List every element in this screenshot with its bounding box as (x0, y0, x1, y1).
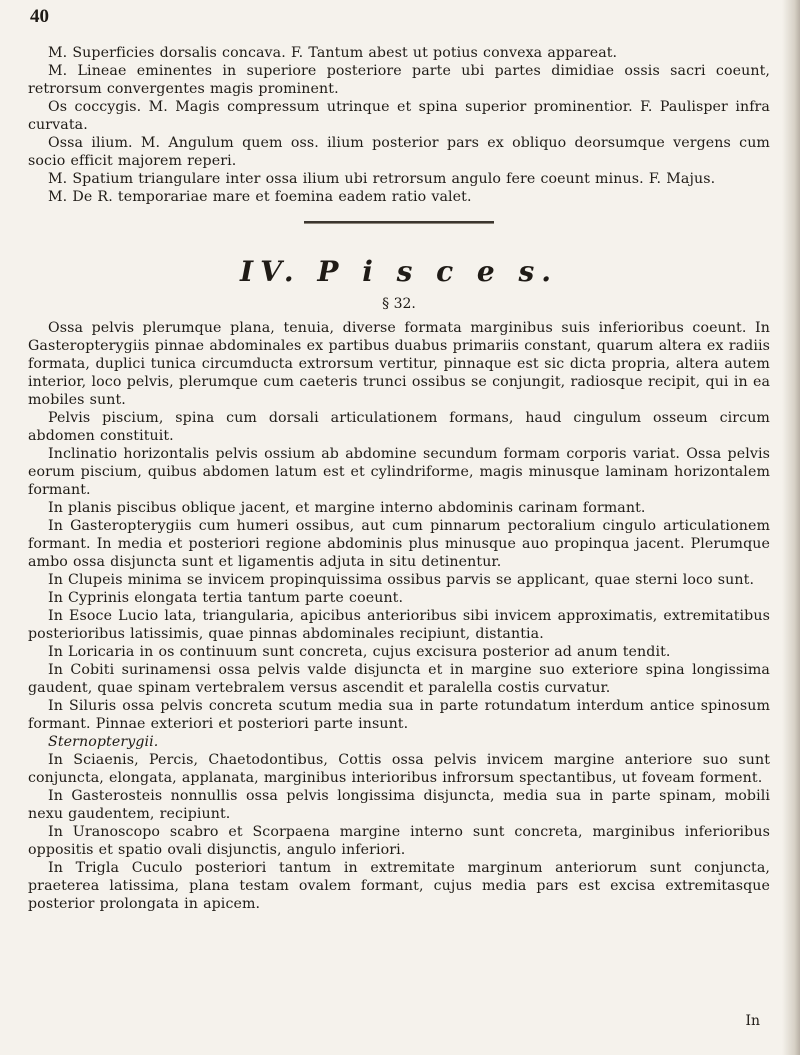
paragraph-3: Os coccygis. M. Magis compressum utrinque et spina superior prominentior. F. Paulisper infra curvata. (28, 99, 770, 133)
body-paragraph-9: In Loricaria in os continuum sunt concreta, cujus excisura posterior ad anum tendit. (48, 644, 671, 660)
body-paragraph-5: In Gasteropterygiis cum humeri ossibus, aut cum pinnarum pectoralium cingulo articulationem formant. In media et posteriori regione abdominis plus minusque auo propinqua jacent. Plerumque ambo ossa disjuncta sunt et ligamentis adjuta in situ detinentur. (28, 518, 770, 570)
body-paragraph-4: In planis piscibus oblique jacent, et margine interno abdominis carinam formant. (48, 500, 646, 516)
body-text-block (28, 319, 770, 913)
body-paragraph-12: Sternopterygii. (48, 734, 159, 750)
body-paragraph-10: In Cobiti surinamensi ossa pelvis valde disjuncta et in margine suo exteriore spina longissima gaudent, quae spinam vertebralem versus ascendit et paralella costis curvatur. (28, 662, 770, 696)
paragraph-5: M. Spatium triangulare inter ossa ilium ubi retrorsum angulo fere coeunt minus. F. Majus. (48, 171, 716, 187)
body-paragraph-14: In Gasterosteis nonnullis ossa pelvis longissima disjuncta, media sua in parte spinam, mobili nexu gaudentem, recipiunt. (28, 788, 770, 822)
top-text-block (28, 44, 770, 206)
section-divider (304, 221, 494, 223)
section-title: IV. P i s c e s. (240, 255, 558, 288)
body-paragraph-11: In Siluris ossa pelvis concreta scutum media sua in parte rotundatum interdum antice spinosum formant. Pinnae exteriori et posteriori parte insunt. (28, 698, 770, 732)
page-edge-shadow (782, 0, 800, 1055)
catchword: In (745, 1013, 760, 1029)
paragraph-2: M. Lineae eminentes in superiore posteriore parte ubi partes dimidiae ossis sacri coeunt, retrorsum convergentes magis prominent. (28, 63, 770, 97)
body-paragraph-7: In Cyprinis elongata tertia tantum parte coeunt. (48, 590, 404, 606)
section-number: § 32. (382, 296, 416, 312)
paragraph-1: M. Superficies dorsalis concava. F. Tantum abest ut potius convexa appareat. (48, 45, 618, 61)
body-paragraph-16: In Trigla Cuculo posteriori tantum in extremitate marginum anteriorum sunt conjuncta, praeterea latissima, plana testam ovalem formant, cujus media pars est excisa extremitasque posterior prolongata in apicem. (28, 860, 770, 912)
body-paragraph-6: In Clupeis minima se invicem propinquissima ossibus parvis se applicant, quae sterni loco sunt. (48, 572, 755, 588)
page-number: 40 (30, 6, 49, 27)
body-paragraph-3: Inclinatio horizontalis pelvis ossium ab abdomine secundum formam corporis variat. Ossa pelvis eorum piscium, quibus abdomen latum est et cylindriforme, magis minusque laminam horizontalem formant. (28, 446, 770, 498)
body-paragraph-1: Ossa pelvis plerumque plana, tenuia, diverse formata marginibus suis inferioribus coeunt. In Gasteropterygiis pinnae abdominales ex partibus duabus primariis constant, quarum altera ex radiis formata, duplici tunica circumducta extrorsum vertitur, pinnaque est sic dicta propria, altera autem interior, loco pelvis, plerumque cum caeteris trunci ossibus se conjungit, radiosque recipit, qui in ea mobiles sunt. (28, 320, 770, 408)
paragraph-4: Ossa ilium. M. Angulum quem oss. ilium posterior pars ex obliquo deorsumque vergens cum socio efficit majorem reperi. (28, 135, 770, 169)
body-paragraph-2: Pelvis piscium, spina cum dorsali articulationem formans, haud cingulum osseum circum abdomen constituit. (28, 410, 770, 444)
body-paragraph-13: In Sciaenis, Percis, Chaetodontibus, Cottis ossa pelvis invicem margine anteriore suo sunt conjuncta, elongata, applanata, marginibus interioribus infrorsum spectantibus, ut foveam forment. (28, 752, 770, 786)
paragraph-6: M. De R. temporariae mare et foemina eadem ratio valet. (48, 189, 472, 205)
body-paragraph-15: In Uranoscopo scabro et Scorpaena margine interno sunt concreta, marginibus inferioribus oppositis et spatio ovali disjunctis, angulo inferiori. (28, 824, 770, 858)
body-paragraph-8: In Esoce Lucio lata, triangularia, apicibus anterioribus sibi invicem approximatis, extremitatibus posterioribus latissimis, quae pinnas abdominales recipiunt, distantia. (28, 608, 770, 642)
